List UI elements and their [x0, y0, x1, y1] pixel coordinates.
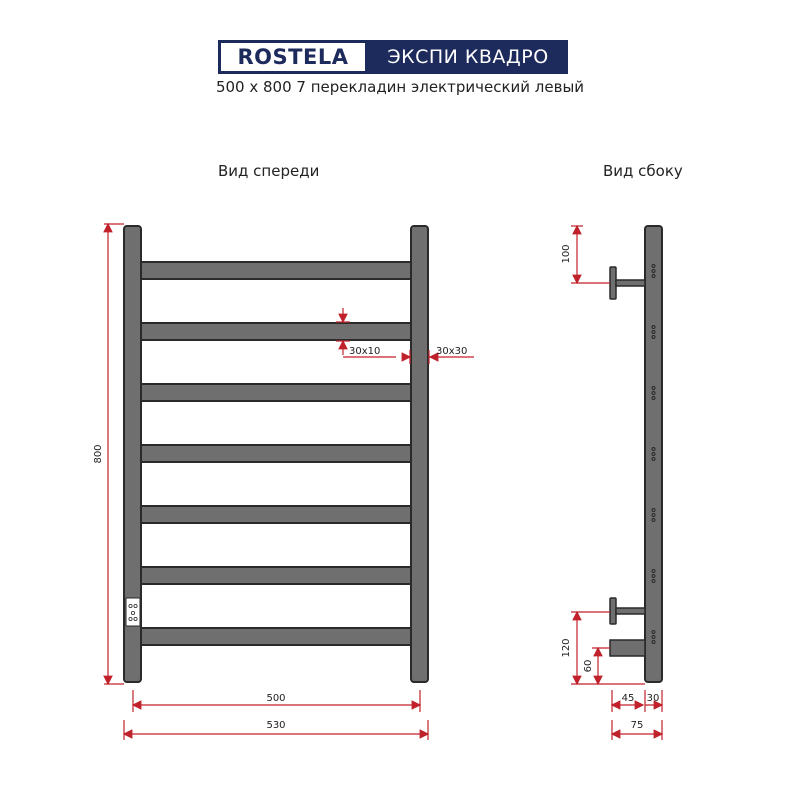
crossbar-6 — [141, 567, 411, 584]
crossbar-3 — [141, 384, 411, 401]
crossbar-4 — [141, 445, 411, 462]
electric-connector-icon — [126, 598, 140, 626]
dimension-outer-width-label: 530 — [266, 720, 286, 731]
post-section-label: 30x30 — [436, 346, 468, 357]
side-post — [645, 226, 662, 682]
dimension-top-offset-label: 100 — [561, 244, 572, 264]
crossbar-1 — [141, 262, 411, 279]
right-post — [411, 226, 428, 682]
front-view — [93, 224, 474, 740]
dimension-depth-a-label: 45 — [621, 693, 635, 704]
dimension-bottom-offset-label: 120 — [561, 638, 572, 658]
dimension-connector — [592, 648, 610, 684]
bottom-wall-bracket — [610, 598, 645, 624]
dimension-top-offset — [571, 226, 610, 283]
crossbar-7 — [141, 628, 411, 645]
crossbars — [141, 262, 411, 645]
front-view-title: Вид спереди — [218, 162, 320, 180]
dimension-connector-label: 60 — [583, 659, 594, 673]
dimension-height — [104, 224, 124, 684]
dimension-depth-total-label: 75 — [630, 720, 644, 731]
product-subtitle: 500 х 800 7 перекладин электрический левый — [215, 78, 585, 96]
crossbar-5 — [141, 506, 411, 523]
side-view — [561, 226, 662, 740]
brand-name: ROSTELA — [218, 40, 368, 74]
model-name: ЭКСПИ КВАДРО — [368, 40, 568, 74]
side-view-title: Вид сбоку — [603, 162, 683, 180]
dimension-depth-b-label: 30 — [646, 693, 660, 704]
crossbar-2 — [141, 323, 411, 340]
side-connector — [610, 640, 645, 656]
top-wall-bracket — [610, 267, 645, 299]
dimension-height-label: 800 — [93, 444, 104, 464]
dimension-inner-width-label: 500 — [266, 693, 286, 704]
bar-section-label: 30x10 — [349, 346, 381, 357]
